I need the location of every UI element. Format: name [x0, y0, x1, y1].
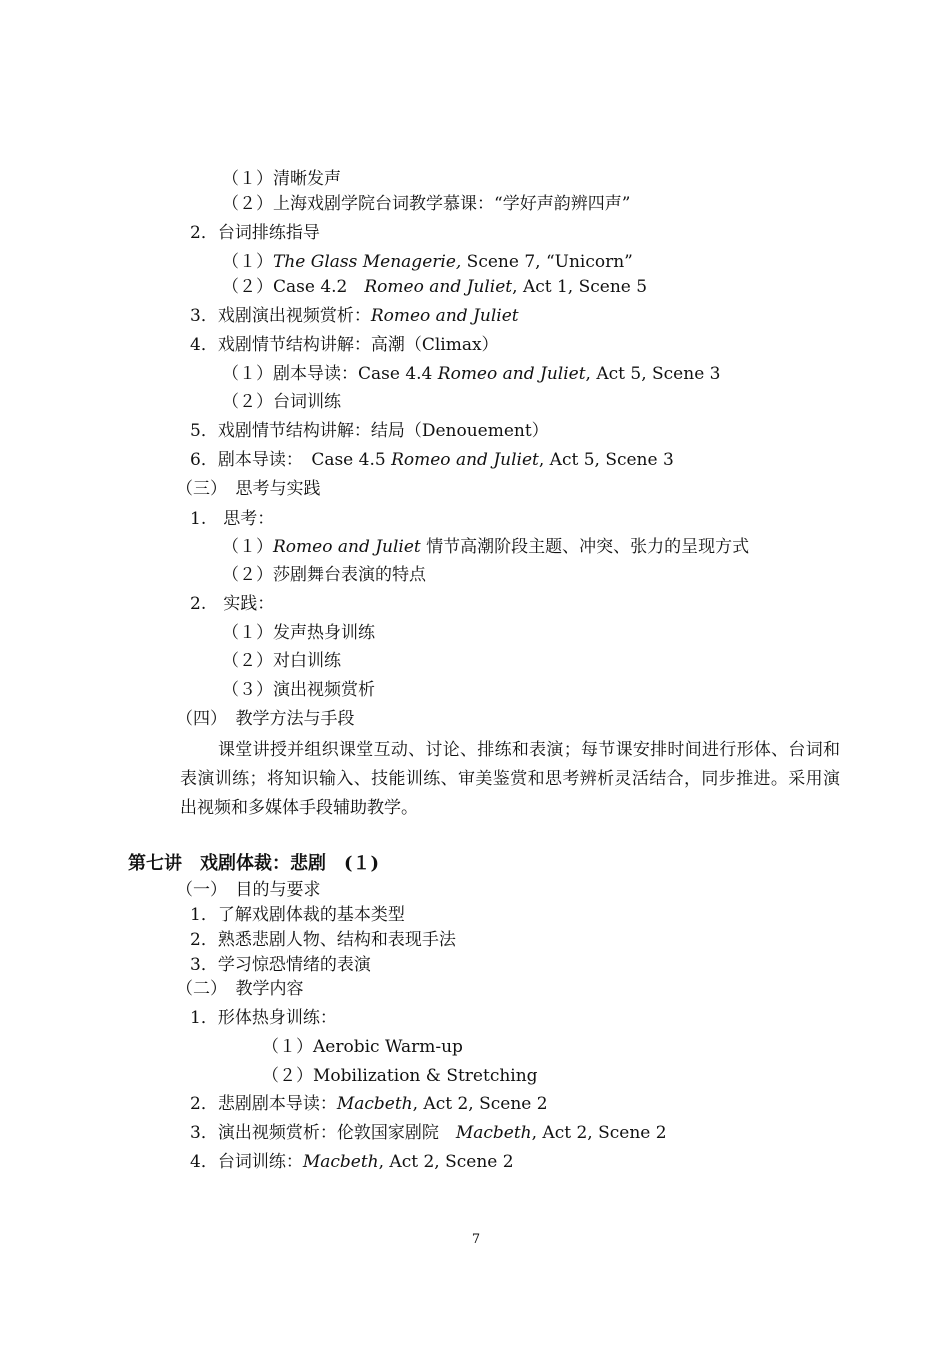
sub-item-mooc: （２）上海戏剧学院台词教学慕课：“学好声韵辨四声” [222, 194, 631, 214]
play-title: Macbeth [455, 1123, 532, 1143]
sub-item-line-training: （２）台词训练 [222, 392, 341, 412]
sub-item-think-1: （１）Romeo and Juliet 情节高潮阶段主题、冲突、张力的呈现方式 [222, 537, 750, 557]
sub-item-case-4-4: （１）剧本导读：Case 4.4 Romeo and Juliet, Act 5, Scene 3 [222, 364, 721, 384]
section-heading-goals: （一） 目的与要求 [176, 880, 321, 900]
sub-item-practice-2: （２）对白训练 [222, 651, 341, 671]
play-title: Romeo and Juliet [273, 537, 421, 557]
item-script-reading: 6．剧本导读： Case 4.5 Romeo and Juliet, Act 5, Scene 3 [190, 450, 674, 470]
section-heading-content: （二） 教学内容 [176, 979, 304, 999]
item-denouement: 5．戏剧情节结构讲解：结局（Denouement） [190, 421, 549, 441]
goal-item-2: 2．熟悉悲剧人物、结构和表现手法 [190, 930, 456, 950]
section-heading-reflection: （三） 思考与实践 [176, 479, 321, 499]
play-title: Macbeth [302, 1152, 379, 1172]
section-heading-methods: （四） 教学方法与手段 [176, 709, 355, 729]
item-think: 1. 思考： [190, 509, 275, 529]
sub-item-glass-menagerie: （１）The Glass Menagerie, Scene 7, “Unicorn” [222, 252, 633, 272]
item-video-analysis: 3．戏剧演出视频赏析：Romeo and Juliet [190, 306, 519, 326]
sub-item-practice-1: （１）发声热身训练 [222, 623, 375, 643]
sub-item-practice-3: （３）演出视频赏析 [222, 680, 375, 700]
play-title: The Glass Menagerie, [273, 252, 462, 272]
goal-item-3: 3．学习惊恐情绪的表演 [190, 955, 371, 975]
sub-item-case-4-2: （２）Case 4.2 Romeo and Juliet, Act 1, Scene 5 [222, 277, 648, 297]
play-title: Romeo and Juliet [364, 277, 513, 297]
play-title: Romeo and Juliet [437, 364, 586, 384]
content-sub-aerobic: （１）Aerobic Warm-up [262, 1037, 463, 1057]
play-title: Romeo and Juliet [370, 306, 519, 326]
content-item-1: 1．形体热身训练： [190, 1008, 337, 1028]
item-climax: 4．戏剧情节结构讲解：高潮（Climax） [190, 335, 499, 355]
content-item-2: 2．悲剧剧本导读：Macbeth, Act 2, Scene 2 [190, 1094, 548, 1114]
content-sub-mobilization: （２）Mobilization & Stretching [262, 1066, 538, 1086]
content-item-4: 4．台词训练：Macbeth, Act 2, Scene 2 [190, 1152, 514, 1172]
sub-item-think-2: （２）莎剧舞台表演的特点 [222, 565, 426, 585]
item-line-rehearsal: 2．台词排练指导 [190, 223, 320, 243]
page-number: 7 [471, 1232, 481, 1247]
content-item-3: 3．演出视频赏析：伦敦国家剧院 Macbeth, Act 2, Scene 2 [190, 1123, 667, 1143]
sub-item-clear-pronunciation: （１）清晰发声 [222, 169, 341, 189]
play-title: Macbeth [336, 1094, 413, 1114]
goal-item-1: 1．了解戏剧体裁的基本类型 [190, 905, 405, 925]
methods-paragraph: 课堂讲授并组织课堂互动、讨论、排练和表演；每节课安排时间进行形体、台词和表演训练；将知识输入、技能训练、审美鉴赏和思考辨析灵活结合，同步推进。采用演出视频和多媒体手段辅助教学。 [180, 740, 840, 818]
item-practice: 2. 实践： [190, 594, 275, 614]
play-title: Romeo and Juliet [391, 450, 539, 470]
lesson-heading: 第七讲 戏剧体裁：悲剧 (１) [128, 853, 380, 874]
